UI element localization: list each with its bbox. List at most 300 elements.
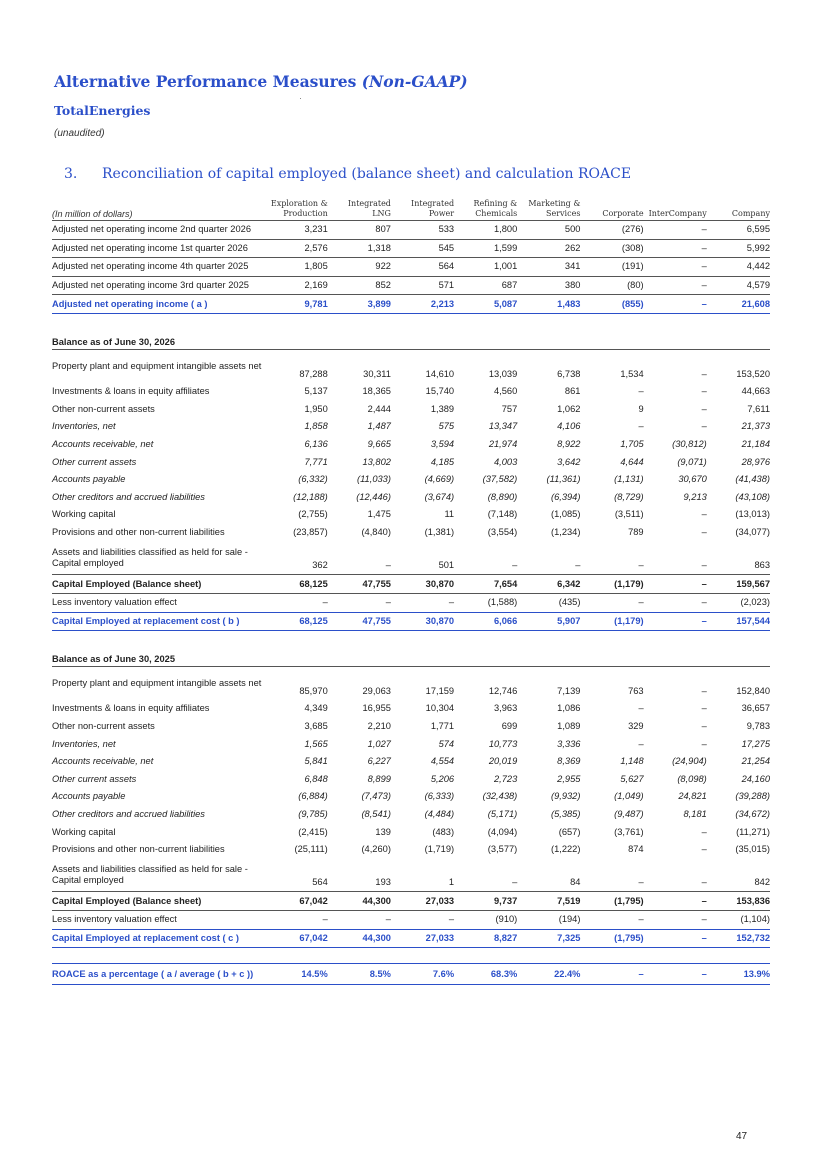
cell-value: 30,870 (391, 612, 454, 631)
cell-value: 1,389 (430, 403, 455, 414)
cell-value: – (638, 560, 644, 571)
cell-value: – (701, 421, 707, 432)
cell-value: – (701, 826, 707, 837)
cell-value: (276) (580, 221, 643, 240)
cell-value: 1,475 (367, 509, 391, 520)
balance-row (52, 453, 770, 471)
cell-value: 47,755 (328, 612, 391, 631)
unaudited-note: (unaudited) (54, 128, 105, 139)
cell-value: – (701, 738, 707, 749)
cell-value: – (328, 911, 391, 930)
cell-value: (910) (454, 911, 517, 930)
cell-value: 564 (312, 877, 328, 888)
cell-value: 11 (444, 509, 455, 520)
cell-value: 153,836 (707, 892, 770, 911)
cell-value: – (644, 221, 707, 240)
cell-value: 152,732 (707, 929, 770, 948)
cell-value: 6,227 (367, 756, 391, 767)
cell-value: 2,169 (265, 276, 328, 295)
cell-value: (11,033) (356, 474, 391, 485)
column-header: InterCompany (644, 199, 707, 221)
cell-value: 4,185 (430, 456, 455, 467)
balance-row (52, 753, 770, 771)
cell-value: 159,567 (707, 575, 770, 594)
cell-value: 2,213 (391, 295, 454, 314)
balance-row (52, 718, 770, 736)
row-label: Capital Employed at replacement cost ( b ) (52, 612, 265, 631)
row-label: Investments & loans in equity affiliates (52, 386, 210, 397)
cell-value: 30,870 (391, 575, 454, 594)
row-label: Inventories, net (52, 738, 116, 749)
cell-value: (5,385) (550, 808, 581, 819)
cell-value: 68.3% (454, 964, 517, 985)
cell-value: (4,260) (361, 844, 391, 855)
cell-value: (1,085) (550, 509, 581, 520)
cell-value: (435) (517, 593, 580, 612)
cell-value: (6,332) (298, 474, 328, 485)
row-label: Working capital (52, 826, 116, 837)
cell-value: 8,827 (454, 929, 517, 948)
cell-value: (194) (517, 911, 580, 930)
cell-value: 4,554 (430, 756, 455, 767)
cell-value: 1,565 (304, 738, 328, 749)
cell-value: 24,160 (741, 773, 770, 784)
cell-value: 157,544 (707, 612, 770, 631)
column-header: Marketing & Services (517, 199, 580, 221)
row-label: Accounts receivable, net (52, 439, 154, 450)
cell-value: 575 (438, 421, 455, 432)
cell-value: – (644, 593, 707, 612)
cell-value: 9,737 (454, 892, 517, 911)
cell-value: – (701, 720, 707, 731)
cell-value: (6,884) (298, 791, 328, 802)
cell-value: 500 (517, 221, 580, 240)
cell-value: (1,179) (580, 575, 643, 594)
cell-value: 27,033 (391, 929, 454, 948)
adjusted-income-total-row (52, 295, 770, 314)
table-header-row (52, 199, 770, 221)
cell-value: 763 (628, 686, 644, 697)
cell-value: (5,171) (487, 808, 518, 819)
cell-value: – (580, 593, 643, 612)
balance-row (52, 823, 770, 841)
row-label: Less inventory valuation effect (52, 911, 265, 930)
row-label: Capital Employed (Balance sheet) (52, 892, 265, 911)
cell-value: (483) (432, 826, 455, 837)
cell-value: (1,719) (424, 844, 455, 855)
cell-value: (24,904) (672, 756, 707, 767)
cell-value: (1,381) (424, 527, 455, 538)
cell-value: 21,184 (741, 439, 770, 450)
cell-value: 757 (501, 403, 518, 414)
cell-value: 842 (754, 877, 770, 888)
cell-value: (3,577) (487, 844, 518, 855)
units-label: (In million of dollars) (52, 199, 265, 221)
cell-value: 87,288 (299, 368, 328, 379)
cell-value: 3,231 (265, 221, 328, 240)
cell-value: 2,723 (494, 773, 518, 784)
cell-value: – (644, 575, 707, 594)
cell-value: 922 (328, 258, 391, 277)
cell-value: (9,487) (614, 808, 644, 819)
cell-value: 7,654 (454, 575, 517, 594)
cell-value: 2,576 (265, 239, 328, 258)
cell-value: 5,907 (517, 612, 580, 631)
cell-value: 852 (328, 276, 391, 295)
column-header: Corporate (580, 199, 643, 221)
inventory-effect-row (52, 593, 770, 612)
income-row (52, 258, 770, 277)
balance-heading: Balance as of June 30, 2025 (52, 646, 770, 667)
cell-value: 789 (628, 527, 644, 538)
cell-value: 380 (517, 276, 580, 295)
balance-row (52, 541, 770, 575)
cell-value: – (644, 258, 707, 277)
cell-value: (80) (580, 276, 643, 295)
cell-value: 1,800 (454, 221, 517, 240)
balance-row (52, 788, 770, 806)
cell-value: 47,755 (328, 575, 391, 594)
cell-value: – (701, 527, 707, 538)
page-title: Alternative Performance Measures (Non-GAAP) (54, 72, 468, 91)
cell-value: 7,519 (517, 892, 580, 911)
cell-value: (4,484) (424, 808, 455, 819)
cell-value: (32,438) (482, 791, 518, 802)
cell-value: (1,234) (550, 527, 581, 538)
cell-value: (8,729) (614, 491, 644, 502)
section-title-text: Reconciliation of capital employed (balance sheet) and calculation ROACE (102, 166, 632, 182)
cell-value: 6,342 (517, 575, 580, 594)
cell-value: 6,136 (304, 439, 328, 450)
cell-value: – (701, 877, 707, 888)
income-row (52, 221, 770, 240)
cell-value: 545 (391, 239, 454, 258)
cell-value: (11,271) (736, 826, 770, 837)
cell-value: 574 (438, 738, 455, 749)
cell-value: 8,181 (683, 808, 707, 819)
balance-row (52, 700, 770, 718)
cell-value: 36,657 (741, 703, 770, 714)
cell-value: – (638, 738, 644, 749)
cell-value: 7,139 (557, 686, 581, 697)
cell-value: 30,670 (678, 474, 707, 485)
cell-value: (1,222) (550, 844, 581, 855)
cell-value: (9,071) (677, 456, 707, 467)
cell-value: 1,001 (454, 258, 517, 277)
column-header: Company (707, 199, 770, 221)
cell-value: – (391, 911, 454, 930)
cell-value: 1,062 (557, 403, 581, 414)
cell-value: (12,188) (293, 491, 328, 502)
section-title (64, 166, 631, 182)
cell-value: 4,003 (494, 456, 518, 467)
cell-value: 4,349 (304, 703, 328, 714)
cell-value: 4,442 (707, 258, 770, 277)
cell-value: 7,771 (304, 456, 328, 467)
cell-value: 17,159 (425, 686, 455, 697)
cell-value: 1,483 (517, 295, 580, 314)
cell-value: – (512, 560, 518, 571)
column-header: Integrated LNG (328, 199, 391, 221)
cell-value: 13,802 (362, 456, 391, 467)
page-number: 47 (736, 1131, 748, 1142)
row-label: Accounts payable (52, 791, 126, 802)
cell-value: 687 (454, 276, 517, 295)
cell-value: 18,365 (362, 386, 391, 397)
cell-value: 5,627 (620, 773, 644, 784)
cell-value: 17,275 (741, 738, 770, 749)
cell-value: 1,771 (430, 720, 455, 731)
spacer-row (52, 948, 770, 964)
cell-value: 8,899 (367, 773, 391, 784)
capital-employed-row (52, 575, 770, 594)
row-label: Working capital (52, 509, 116, 520)
balance-row (52, 489, 770, 507)
cell-value: 22.4% (517, 964, 580, 985)
row-label: Other current assets (52, 773, 137, 784)
row-label: Other creditors and accrued liabilities (52, 808, 205, 819)
cell-value: 1,027 (367, 738, 391, 749)
cell-value: 571 (391, 276, 454, 295)
row-label: Adjusted net operating income 1st quarter 2026 (52, 239, 265, 258)
cell-value: 533 (391, 221, 454, 240)
cell-value: – (265, 593, 328, 612)
cell-value: (9,932) (550, 791, 581, 802)
income-row (52, 276, 770, 295)
cell-value: 6,066 (454, 612, 517, 631)
cell-value: (4,840) (361, 527, 391, 538)
cell-value: 1,487 (367, 421, 391, 432)
cell-value: 6,848 (304, 773, 328, 784)
row-label: Less inventory valuation effect (52, 593, 265, 612)
cell-value: (9,785) (298, 808, 328, 819)
balance-row (52, 841, 770, 859)
cell-value: 362 (312, 560, 328, 571)
cell-value: (4,094) (487, 826, 518, 837)
cell-value: 6,738 (557, 368, 581, 379)
capital-employed-row (52, 892, 770, 911)
cell-value: 5,137 (304, 386, 328, 397)
cell-value: 3,594 (430, 439, 455, 450)
cell-value: 2,210 (367, 720, 391, 731)
row-label: Adjusted net operating income 4th quarter 2025 (52, 258, 265, 277)
cell-value: 29,063 (362, 686, 391, 697)
cell-value: – (638, 421, 644, 432)
balance-row (52, 735, 770, 753)
cell-value: (35,015) (735, 844, 770, 855)
cell-value: (3,674) (424, 491, 455, 502)
cell-value: 6,595 (707, 221, 770, 240)
row-label: Assets and liabilities classified as held for sale - Capital employed (52, 546, 248, 568)
cell-value: 5,087 (454, 295, 517, 314)
cell-value: 21,373 (741, 421, 770, 432)
cell-value: – (701, 844, 707, 855)
cell-value: – (580, 964, 643, 985)
cell-value: 68,125 (265, 612, 328, 631)
cell-value: (8,098) (677, 773, 707, 784)
row-label: Other current assets (52, 456, 137, 467)
cell-value: 139 (375, 826, 391, 837)
row-label: Adjusted net operating income ( a ) (52, 295, 265, 314)
cell-value: 7,325 (517, 929, 580, 948)
cell-value: (34,077) (735, 527, 770, 538)
cell-value: – (644, 276, 707, 295)
decorative-dot (300, 98, 301, 99)
cell-value: 1,148 (620, 756, 644, 767)
cell-value: (657) (558, 826, 581, 837)
row-label: Capital Employed (Balance sheet) (52, 575, 265, 594)
cell-value: 10,304 (425, 703, 455, 714)
balance-row (52, 667, 770, 701)
cell-value: 564 (391, 258, 454, 277)
cell-value: (7,473) (361, 791, 391, 802)
row-label: Adjusted net operating income 3rd quarter 2025 (52, 276, 265, 295)
cell-value: 1,705 (620, 439, 644, 450)
balance-heading-row (52, 329, 770, 350)
row-label: Adjusted net operating income 2nd quarter 2026 (52, 221, 265, 240)
replacement-cost-row (52, 929, 770, 948)
cell-value: (191) (580, 258, 643, 277)
cell-value: 84 (570, 877, 581, 888)
cell-value: – (638, 703, 644, 714)
cell-value: – (385, 560, 391, 571)
cell-value: 3,685 (304, 720, 328, 731)
cell-value: 4,644 (620, 456, 644, 467)
cell-value: 861 (564, 386, 581, 397)
spacer-row (52, 313, 770, 329)
cell-value: 1,950 (304, 403, 328, 414)
column-header: Exploration & Production (265, 199, 328, 221)
cell-value: (8,541) (361, 808, 391, 819)
cell-value: 30,311 (363, 368, 391, 379)
cell-value: 1,086 (557, 703, 581, 714)
cell-value: 24,821 (678, 791, 707, 802)
cell-value: – (391, 593, 454, 612)
cell-value: – (644, 964, 707, 985)
cell-value: 27,033 (391, 892, 454, 911)
cell-value: (43,108) (735, 491, 770, 502)
cell-value: (1,104) (707, 911, 770, 930)
cell-value: 1,534 (620, 368, 644, 379)
cell-value: 3,642 (557, 456, 581, 467)
row-label: Other non-current assets (52, 720, 155, 731)
cell-value: 329 (628, 720, 644, 731)
cell-value: 13,347 (488, 421, 518, 432)
cell-value: – (644, 929, 707, 948)
row-label: ROACE as a percentage ( a / average ( b + c )) (52, 964, 265, 985)
cell-value: (7,148) (487, 509, 518, 520)
cell-value: – (644, 892, 707, 911)
cell-value: 2,955 (557, 773, 581, 784)
balance-heading: Balance as of June 30, 2026 (52, 329, 770, 350)
balance-row (52, 770, 770, 788)
cell-value: 7,611 (747, 403, 770, 414)
row-label: Accounts payable (52, 474, 126, 485)
cell-value: 1,805 (265, 258, 328, 277)
balance-heading-row (52, 646, 770, 667)
balance-row (52, 401, 770, 419)
cell-value: (1,795) (580, 929, 643, 948)
cell-value: 67,042 (265, 892, 328, 911)
cell-value: – (644, 239, 707, 258)
cell-value: 152,840 (736, 686, 770, 697)
cell-value: 3,336 (557, 738, 581, 749)
roace-table (52, 199, 770, 985)
cell-value: (41,438) (735, 474, 770, 485)
cell-value: 67,042 (265, 929, 328, 948)
cell-value: – (701, 686, 707, 697)
row-label: Capital Employed at replacement cost ( c ) (52, 929, 265, 948)
inventory-effect-row (52, 911, 770, 930)
cell-value: 4,579 (707, 276, 770, 295)
cell-value: 9,783 (746, 720, 770, 731)
cell-value: 21,608 (707, 295, 770, 314)
cell-value: – (512, 877, 518, 888)
cell-value: (1,588) (454, 593, 517, 612)
cell-value: (1,179) (580, 612, 643, 631)
cell-value: – (580, 911, 643, 930)
cell-value: 1,599 (454, 239, 517, 258)
cell-value: (8,890) (487, 491, 518, 502)
cell-value: – (644, 295, 707, 314)
cell-value: 874 (628, 844, 644, 855)
cell-value: 85,970 (299, 686, 328, 697)
cell-value: 1,858 (304, 421, 328, 432)
cell-value: (39,288) (735, 791, 770, 802)
cell-value: 5,992 (707, 239, 770, 258)
cell-value: (37,582) (482, 474, 518, 485)
cell-value: 193 (375, 877, 391, 888)
row-label: Other non-current assets (52, 403, 155, 414)
balance-row (52, 349, 770, 383)
cell-value: 21,254 (741, 756, 770, 767)
balance-row (52, 524, 770, 542)
cell-value: – (265, 911, 328, 930)
spacer-row (52, 631, 770, 647)
cell-value: 68,125 (265, 575, 328, 594)
company-name: TotalEnergies (54, 103, 151, 118)
section-number: 3. (64, 166, 78, 182)
page-title-suffix: (Non-GAAP) (361, 72, 468, 91)
cell-value: 14.5% (265, 964, 328, 985)
balance-row (52, 806, 770, 824)
cell-value: 1,089 (557, 720, 581, 731)
cell-value: 44,300 (328, 892, 391, 911)
cell-value: 8,369 (557, 756, 581, 767)
balance-row (52, 436, 770, 454)
column-header: Integrated Power (391, 199, 454, 221)
cell-value: 9,213 (683, 491, 707, 502)
cell-value: (4,669) (424, 474, 455, 485)
cell-value: 44,663 (741, 386, 770, 397)
cell-value: – (701, 403, 707, 414)
cell-value: 4,560 (494, 386, 518, 397)
cell-value: 8.5% (328, 964, 391, 985)
cell-value: 501 (438, 560, 455, 571)
cell-value: – (701, 703, 707, 714)
balance-row (52, 383, 770, 401)
cell-value: 7.6% (391, 964, 454, 985)
balance-row (52, 418, 770, 436)
row-label: Accounts receivable, net (52, 756, 154, 767)
row-label: Other creditors and accrued liabilities (52, 491, 205, 502)
cell-value: 2,444 (367, 403, 391, 414)
cell-value: 20,019 (488, 756, 518, 767)
cell-value: – (644, 911, 707, 930)
balance-row (52, 471, 770, 489)
cell-value: 16,955 (362, 703, 391, 714)
row-label: Assets and liabilities classified as held for sale - Capital employed (52, 863, 248, 885)
